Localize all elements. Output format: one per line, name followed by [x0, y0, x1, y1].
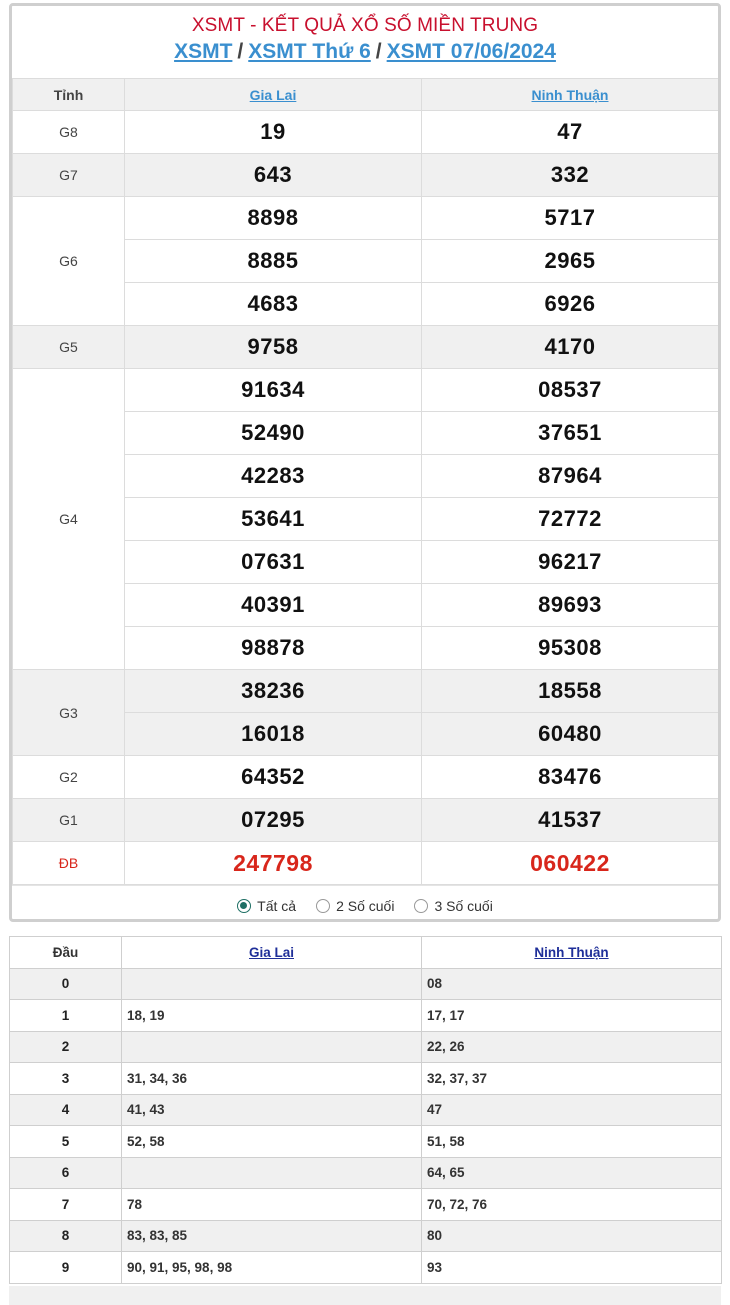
- results-header: [12, 6, 718, 78]
- prize-number: 16018: [125, 713, 422, 756]
- head-digit: 6: [10, 1157, 122, 1189]
- head-digit: 5: [10, 1126, 122, 1158]
- filter-option-last-3[interactable]: [414, 898, 492, 914]
- ninh-thuan-tails: 32, 37, 37: [422, 1063, 722, 1095]
- ninh-thuan-tails: 64, 65: [422, 1157, 722, 1189]
- prize-number: 9758: [125, 326, 422, 369]
- breadcrumb-xsmt-link[interactable]: XSMT: [174, 40, 233, 63]
- gia-lai-tails: 90, 91, 95, 98, 98: [122, 1252, 422, 1284]
- special-prize-number: 247798: [125, 842, 422, 885]
- prize-number: 53641: [125, 498, 422, 541]
- prize-number: 96217: [422, 541, 719, 584]
- head-digit: 9: [10, 1252, 122, 1284]
- prize-label: ĐB: [13, 842, 125, 885]
- prize-number: 95308: [422, 627, 719, 670]
- prize-label: G5: [13, 326, 125, 369]
- prize-row: [13, 111, 719, 154]
- head-digit: 7: [10, 1189, 122, 1221]
- gia-lai-tails: 52, 58: [122, 1126, 422, 1158]
- prize-number: 72772: [422, 498, 719, 541]
- prize-row: [13, 756, 719, 799]
- prize-label: G4: [13, 369, 125, 670]
- prize-number: 6926: [422, 283, 719, 326]
- prize-number: 643: [125, 154, 422, 197]
- head-digit-row: [10, 968, 722, 1000]
- prize-row: [13, 326, 719, 369]
- ninh-thuan-tails: 08: [422, 968, 722, 1000]
- province-link-ninh-thuan[interactable]: Ninh Thuận: [531, 86, 609, 103]
- radio-last-2[interactable]: [316, 899, 330, 913]
- head-digit-row: [10, 1157, 722, 1189]
- head-digit: 1: [10, 1000, 122, 1032]
- prize-number: 47: [422, 111, 719, 154]
- results-table: [12, 78, 719, 885]
- prize-number: 18558: [422, 670, 719, 713]
- prize-number: 40391: [125, 584, 422, 627]
- prize-number: 332: [422, 154, 719, 197]
- filter-option-all[interactable]: [237, 898, 296, 914]
- prize-number: 07295: [125, 799, 422, 842]
- ninh-thuan-tails: 70, 72, 76: [422, 1189, 722, 1221]
- prize-label: G7: [13, 154, 125, 197]
- ninh-thuan-tails: 93: [422, 1252, 722, 1284]
- filter-option-last-2[interactable]: [316, 898, 394, 914]
- prize-label: G3: [13, 670, 125, 756]
- filter-label-last-2: 2 Số cuối: [336, 898, 395, 914]
- gia-lai-tails: [122, 1157, 422, 1189]
- prize-number: 89693: [422, 584, 719, 627]
- ninh-thuan-tails: 22, 26: [422, 1031, 722, 1063]
- page-title: XSMT - KẾT QUẢ XỔ SỐ MIỀN TRUNG: [191, 15, 539, 36]
- prize-number: 83476: [422, 756, 719, 799]
- gia-lai-tails: [122, 968, 422, 1000]
- prize-number: 42283: [125, 455, 422, 498]
- head-digit-row: [10, 1094, 722, 1126]
- ninh-thuan-tails: 17, 17: [422, 1000, 722, 1032]
- ninh-thuan-tails: 51, 58: [422, 1126, 722, 1158]
- prize-row: [13, 369, 719, 412]
- gia-lai-tails: 41, 43: [122, 1094, 422, 1126]
- prize-number: 5717: [422, 197, 719, 240]
- filter-label-all: Tất cả: [257, 898, 297, 914]
- head-digit-row: [10, 1252, 722, 1284]
- head-digit: 8: [10, 1220, 122, 1252]
- breadcrumb-friday-link[interactable]: XSMT Thứ 6: [248, 40, 371, 63]
- prize-number: 41537: [422, 799, 719, 842]
- prize-number: 4683: [125, 283, 422, 326]
- radio-all[interactable]: [237, 899, 251, 913]
- special-prize-number: 060422: [422, 842, 719, 885]
- prize-number: 08537: [422, 369, 719, 412]
- ninh-thuan-tails: 47: [422, 1094, 722, 1126]
- gia-lai-tails: 31, 34, 36: [122, 1063, 422, 1095]
- prize-row: [13, 154, 719, 197]
- prize-number: 38236: [125, 670, 422, 713]
- prize-number: 2965: [422, 240, 719, 283]
- head-digit: 0: [10, 968, 122, 1000]
- province-column-header: Tỉnh: [13, 79, 125, 111]
- head-digit-row: [10, 1189, 722, 1221]
- prize-row: [13, 842, 719, 885]
- prize-number: 8898: [125, 197, 422, 240]
- gia-lai-tails: 18, 19: [122, 1000, 422, 1032]
- head-digit: 4: [10, 1094, 122, 1126]
- prize-row: [13, 670, 719, 713]
- filter-label-last-3: 3 Số cuối: [434, 898, 493, 914]
- dau-link-gia-lai[interactable]: Gia Lai: [248, 944, 294, 960]
- prize-number: 98878: [125, 627, 422, 670]
- breadcrumb-separator: /: [375, 40, 382, 63]
- ninh-thuan-tails: 80: [422, 1220, 722, 1252]
- prize-number: 37651: [422, 412, 719, 455]
- dau-link-ninh-thuan[interactable]: Ninh Thuận: [534, 944, 609, 960]
- head-digit-row: [10, 1031, 722, 1063]
- results-panel: [9, 3, 721, 922]
- results-header-row: [13, 79, 719, 111]
- gia-lai-tails: 83, 83, 85: [122, 1220, 422, 1252]
- breadcrumb-date-link[interactable]: XSMT 07/06/2024: [386, 40, 556, 63]
- head-column-header: Đầu: [10, 937, 122, 969]
- breadcrumb-separator: /: [237, 40, 244, 63]
- gia-lai-tails: [122, 1031, 422, 1063]
- prize-number: 4170: [422, 326, 719, 369]
- prize-number: 8885: [125, 240, 422, 283]
- prize-number: 60480: [422, 713, 719, 756]
- bottom-strip: [9, 1286, 721, 1305]
- gia-lai-tails: 78: [122, 1189, 422, 1221]
- prize-label: G1: [13, 799, 125, 842]
- head-digit-row: [10, 1000, 722, 1032]
- head-digit-table: [9, 936, 722, 1284]
- radio-last-3[interactable]: [414, 899, 428, 913]
- prize-row: [13, 799, 719, 842]
- breadcrumb: [12, 40, 718, 64]
- digit-filter: [12, 885, 718, 922]
- prize-number: 19: [125, 111, 422, 154]
- head-digit-panel: [9, 936, 721, 1284]
- prize-label: G2: [13, 756, 125, 799]
- head-digit-row: [10, 1126, 722, 1158]
- prize-number: 07631: [125, 541, 422, 584]
- prize-number: 87964: [422, 455, 719, 498]
- head-digit-header-row: [10, 937, 722, 969]
- prize-number: 91634: [125, 369, 422, 412]
- head-digit: 3: [10, 1063, 122, 1095]
- prize-row: [13, 197, 719, 240]
- prize-number: 64352: [125, 756, 422, 799]
- prize-number: 52490: [125, 412, 422, 455]
- head-digit-row: [10, 1220, 722, 1252]
- head-digit: 2: [10, 1031, 122, 1063]
- head-digit-row: [10, 1063, 722, 1095]
- province-link-gia-lai[interactable]: Gia Lai: [249, 86, 297, 103]
- prize-label: G8: [13, 111, 125, 154]
- prize-label: G6: [13, 197, 125, 326]
